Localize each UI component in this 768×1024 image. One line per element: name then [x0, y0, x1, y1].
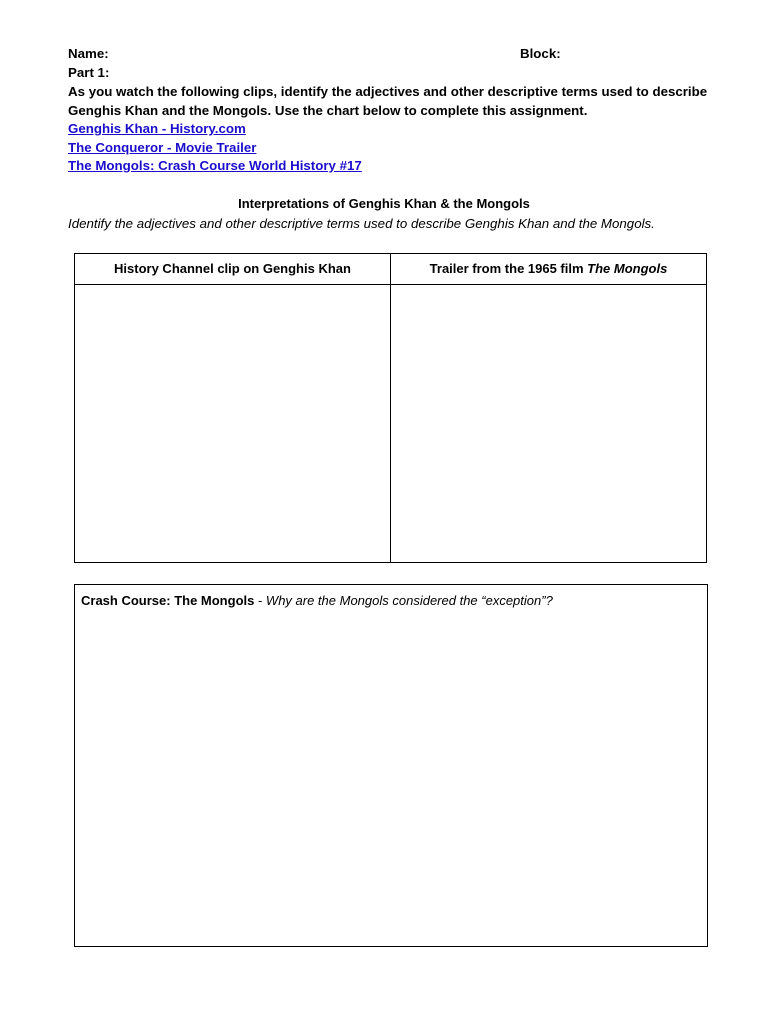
answer-area-crash-course[interactable]: [75, 615, 707, 946]
link-genghis-khan-history[interactable]: Genghis Khan - History.com: [68, 121, 246, 136]
chart-header-film-trailer: [391, 254, 706, 285]
part-label: Part 1:: [68, 65, 110, 80]
link-conqueror-trailer[interactable]: The Conqueror - Movie Trailer: [68, 140, 257, 155]
answer-area-history-channel[interactable]: [75, 285, 390, 562]
name-label: Name:: [68, 46, 109, 61]
link-crash-course-mongols[interactable]: The Mongols: Crash Course World History #17: [68, 158, 362, 173]
chart-header-history-channel: History Channel clip on Genghis Khan: [75, 254, 390, 285]
instructions-text: As you watch the following clips, identify the adjectives and other descriptive terms used to describe Genghis Khan and the Mongols. Use the chart below to complete this assignment.: [68, 84, 708, 118]
section-title: Interpretations of Genghis Khan & the Mongols: [238, 196, 530, 211]
section-subtitle: Identify the adjectives and other descriptive terms used to describe Genghis Khan and the Mongols.: [68, 216, 655, 231]
crash-course-prompt: [81, 592, 553, 609]
chart-column-history-channel: [75, 254, 391, 562]
crash-course-separator: -: [254, 593, 266, 608]
crash-course-question: Why are the Mongols considered the “exception”?: [265, 593, 553, 608]
crash-course-box: [74, 584, 708, 947]
chart-header-film-prefix: Trailer from the 1965 film: [429, 261, 588, 276]
chart-column-film-trailer: [391, 254, 706, 562]
crash-course-topic: : The Mongols: [166, 593, 255, 608]
interpretations-chart: [74, 253, 707, 563]
block-label: Block:: [520, 46, 561, 61]
chart-header-film-title: The Mongols: [587, 261, 668, 276]
crash-course-label: Crash Course: [81, 593, 167, 608]
answer-area-film-trailer[interactable]: [391, 285, 706, 562]
